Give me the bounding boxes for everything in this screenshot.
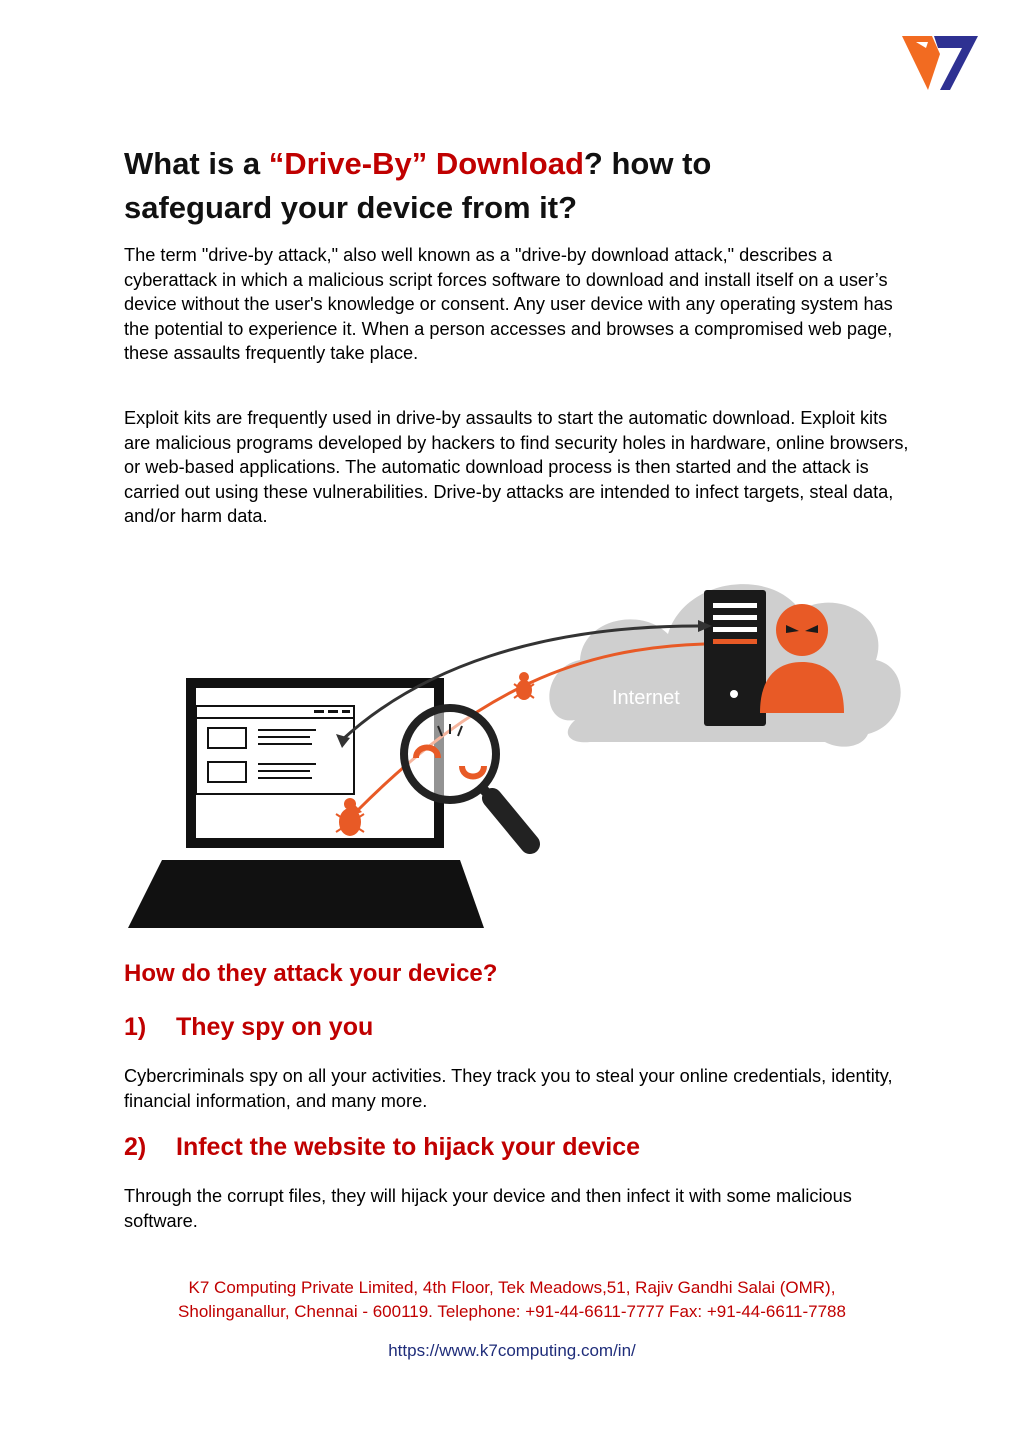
- item-1-heading: [124, 1010, 373, 1044]
- footer-address-line2: Sholinganallur, Chennai - 600119. Telephone: +91-44-6611-7777 Fax: +91-44-6611-7788: [178, 1302, 846, 1321]
- item-1-title: They spy on you: [176, 1013, 374, 1041]
- drive-by-illustration: [120, 548, 910, 936]
- intro-paragraph: The term "drive-by attack," also well known as a "drive-by download attack," describes a cyberattack in which a malicious script forces software to download and install itself on a user’s device without the user's knowledge or consent. Any user device with any operating system has the potential to experience it. When a person accesses and browses a compromised web page, these assaults frequently take place.: [124, 245, 893, 363]
- server-icon: [704, 590, 766, 726]
- section-heading: How do they attack your device?: [124, 960, 498, 987]
- footer-address-line1: K7 Computing Private Limited, 4th Floor, Tek Meadows,51, Rajiv Gandhi Salai (OMR),: [188, 1278, 836, 1297]
- exploit-paragraph: Exploit kits are frequently used in drive-by assaults to start the automatic download. Exploit kits are malicious programs developed by hackers to find security holes in hardware, online browsers, or web-based applications. The automatic download process is then started and the attack is carried out using these vulnerabilities. Drive-by attacks are intended to infect targets, steal data, and/or harm data.: [124, 408, 909, 526]
- title-part1: What is a: [124, 146, 269, 181]
- cloud-label: Internet: [612, 687, 680, 709]
- item-2-heading: [124, 1130, 640, 1164]
- k7-logo: [902, 32, 978, 92]
- item-2-text: Through the corrupt files, they will hijack your device and then infect it with some malicious software.: [124, 1186, 852, 1231]
- page-title: [124, 142, 904, 230]
- footer-url-link[interactable]: https://www.k7computing.com/in/: [388, 1341, 636, 1360]
- title-part2: ? how to: [583, 146, 712, 181]
- item-2-title: Infect the website to hijack your device: [176, 1133, 641, 1161]
- bug-icon: [514, 672, 534, 700]
- item-1-number: 1): [124, 1013, 147, 1041]
- title-accent: “Drive-By” Download: [268, 146, 584, 181]
- item-2-number: 2): [124, 1133, 147, 1161]
- title-line2: safeguard your device from it?: [124, 190, 578, 225]
- item-1-text: Cybercriminals spy on all your activities. They track you to steal your online credentials, identity, financial information, and many more.: [124, 1066, 893, 1111]
